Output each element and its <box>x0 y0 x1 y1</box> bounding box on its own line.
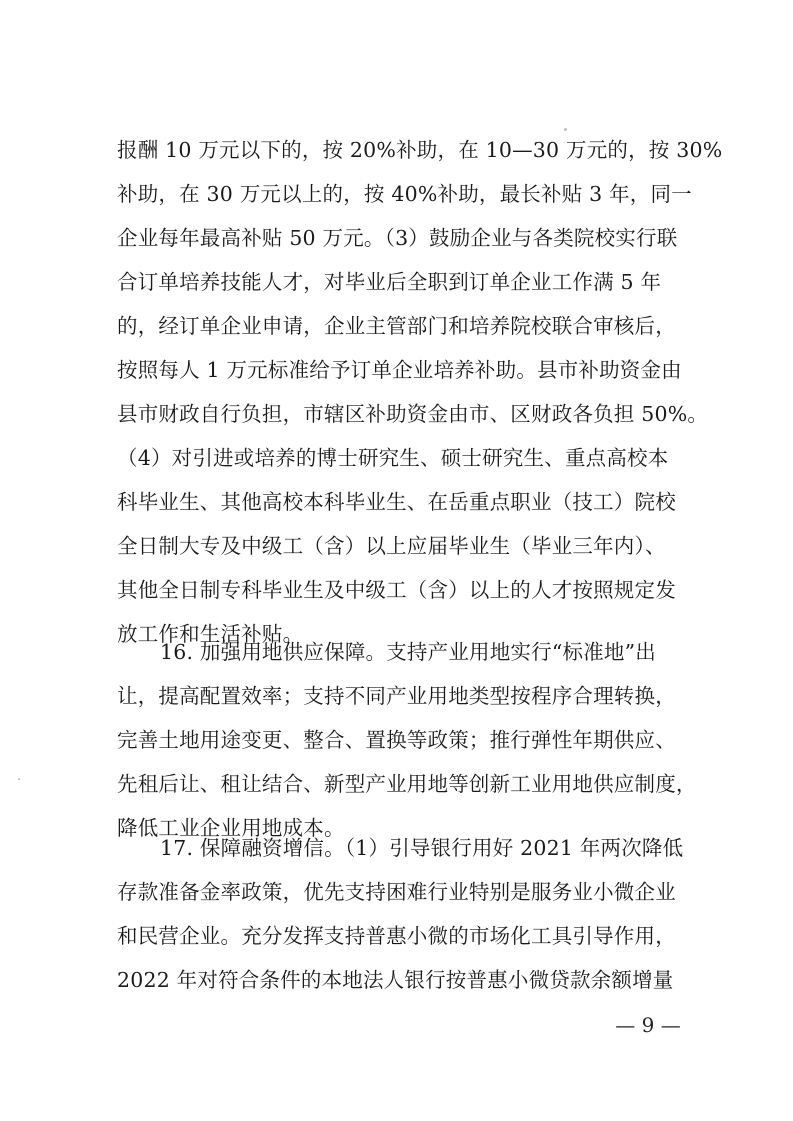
text-line-content: 合订单培养技能人才，对毕业后全职到订单企业工作满 5 年 <box>117 270 662 294</box>
text-line-content: 县市财政自行负担，市辖区补助资金由市、区财政各负担 50%。 <box>117 402 709 426</box>
scan-speck <box>18 778 20 780</box>
page-number: — 9 — <box>615 1013 681 1037</box>
text-line-content: （4）对引进或培养的博士研究生、硕士研究生、重点高校本 <box>117 446 669 470</box>
text-line <box>0 348 793 392</box>
text-line <box>0 630 793 674</box>
text-line <box>0 826 793 870</box>
text-line <box>0 914 793 958</box>
text-line <box>0 958 793 1002</box>
text-line-content: 报酬 10 万元以下的，按 20%补助，在 10—30 万元的，按 30% <box>117 138 723 162</box>
text-line <box>0 480 793 524</box>
text-line-content: 放工作和生活补贴。 <box>117 622 304 646</box>
text-line-content: 补助，在 30 万元以上的，按 40%补助，最长补贴 3 年，同一 <box>117 182 692 206</box>
scan-speck <box>564 128 567 131</box>
text-line <box>0 172 793 216</box>
text-line-content: 企业每年最高补贴 50 万元。（3）鼓励企业与各类院校实行联 <box>117 226 678 250</box>
text-line-content: 先租后让、租让结合、新型产业用地等创新工业用地供应制度， <box>117 772 697 796</box>
text-line-content: 2022 年对符合条件的本地法人银行按普惠小微贷款余额增量 <box>117 968 674 992</box>
text-line-content: 降低工业企业用地成本。 <box>117 816 345 840</box>
section-16-heading-line: 16. 加强用地供应保障。支持产业用地实行“标准地”出 <box>160 640 656 664</box>
text-line <box>0 674 793 718</box>
text-line-content: 让，提高配置效率；支持不同产业用地类型按程序合理转换， <box>117 684 676 708</box>
text-line <box>0 260 793 304</box>
text-line-content: 全日制大专及中级工（含）以上应届毕业生（毕业三年内）、 <box>117 534 666 558</box>
text-line <box>0 568 793 612</box>
text-line <box>0 392 793 436</box>
text-line <box>0 436 793 480</box>
text-line <box>0 524 793 568</box>
text-line <box>0 870 793 914</box>
section-17-heading-line: 17. 保障融资增信。（1）引导银行用好 2021 年两次降低 <box>160 836 684 860</box>
text-line-content: 和民营企业。充分发挥支持普惠小微的市场化工具引导作用， <box>117 924 676 948</box>
text-line-content: 科毕业生、其他高校本科毕业生、在岳重点职业（技工）院校 <box>117 490 676 514</box>
text-line-content: 其他全日制专科毕业生及中级工（含）以上的人才按照规定发 <box>117 578 676 602</box>
text-line-content: 存款准备金率政策，优先支持困难行业特别是服务业小微企业 <box>117 880 676 904</box>
text-line <box>0 762 793 806</box>
text-line-content: 完善土地用途变更、整合、置换等政策；推行弹性年期供应、 <box>117 728 676 752</box>
text-line-content: 的，经订单企业申请，企业主管部门和培养院校联合审核后， <box>117 314 676 338</box>
text-line <box>0 304 793 348</box>
text-line <box>0 718 793 762</box>
text-line <box>0 128 793 172</box>
text-line-content: 按照每人 1 万元标准给予订单企业培养补助。县市补助资金由 <box>117 358 682 382</box>
text-line <box>0 216 793 260</box>
